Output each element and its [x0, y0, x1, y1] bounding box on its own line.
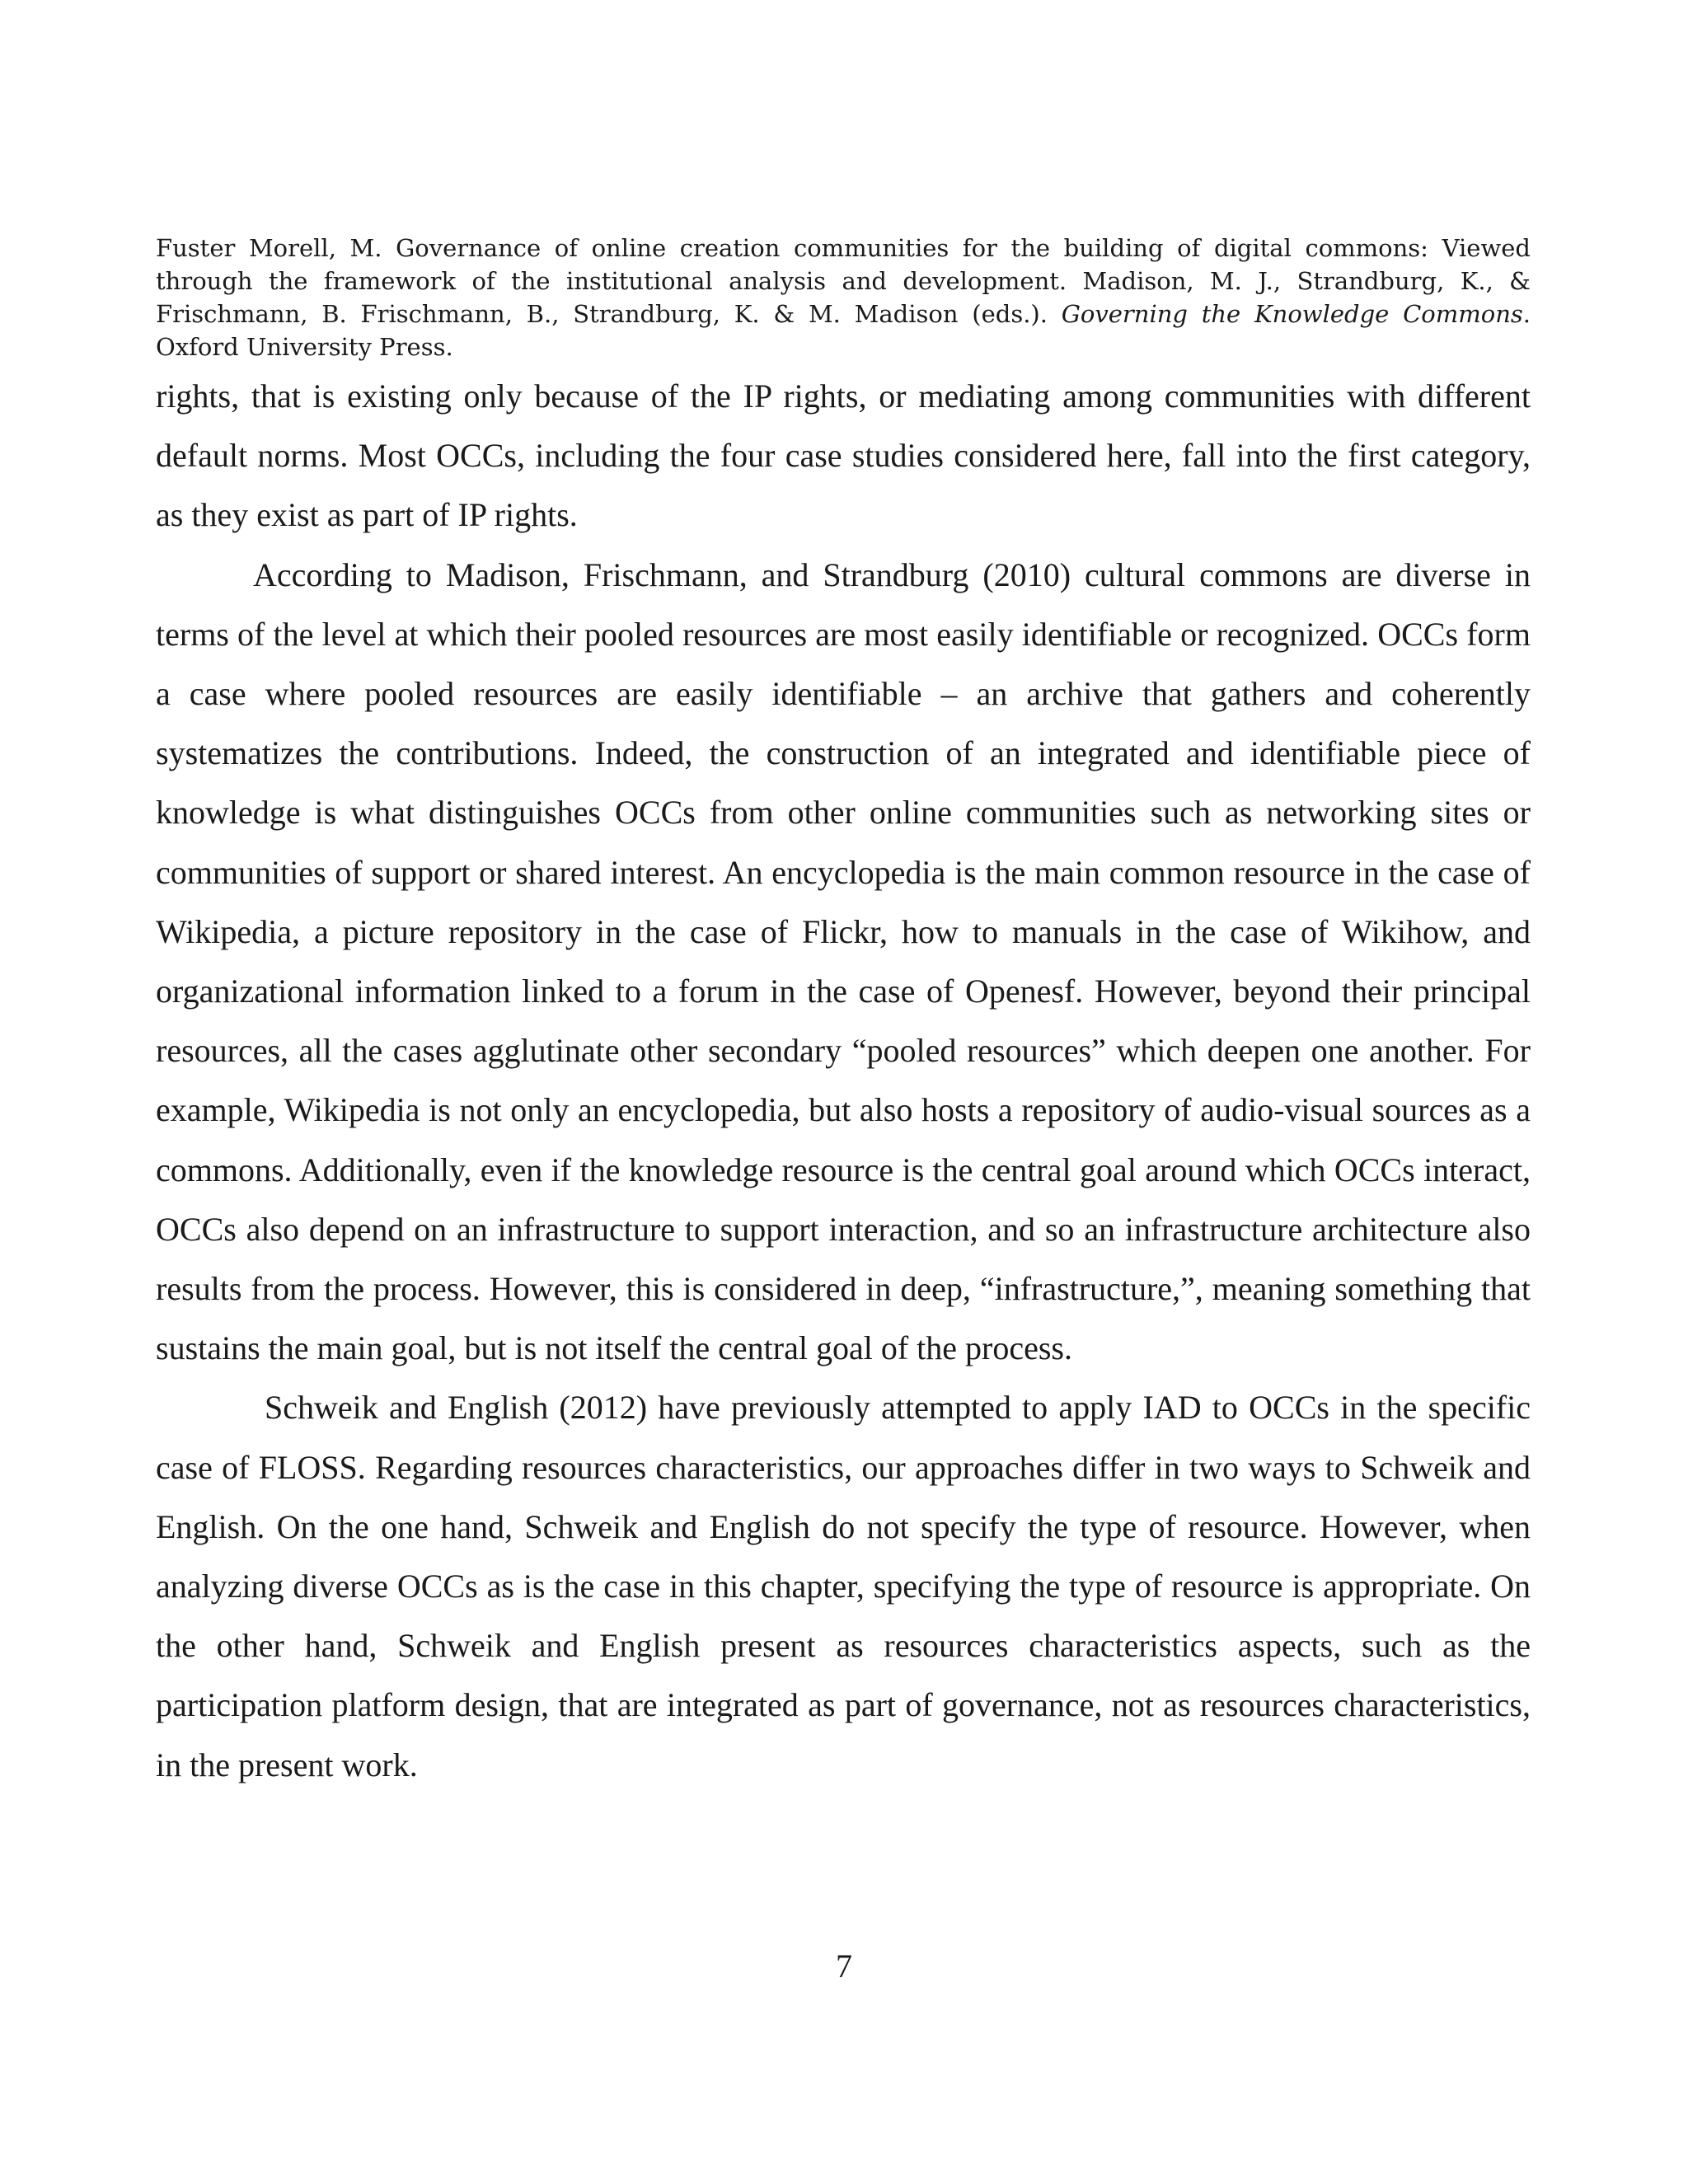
body-paragraph-3: Schweik and English (2012) have previously attempted to apply IAD to OCCs in the specific case of FLOSS. Regarding resources characteristics, our approaches differ in two ways to Schweik and English. On the one hand, Schweik and English do not specify the type of resource. However, when analyzing diverse OCCs as is the case in this chapter, specifying the type of resource is appropriate. On the other hand, Schweik and English present as resources characteristics aspects, such as the participation platform design, that are integrated as part of governance, not as resources characteristics, in the present work.	[156, 1389, 1531, 1783]
citation-prefix: Fuster Morell, M. Governance of online creation communities for the building of digital commons: Viewed through the framework of the institutional analysis and development. Madison, M. J., Strandburg, K., & Frischmann, B. Frischmann, B., Strandburg, K. & M. Madison (eds.).	[156, 234, 1531, 328]
citation-header	[156, 232, 1531, 363]
document-page	[156, 232, 1531, 1795]
citation-book-title: Governing the Knowledge Commons	[1061, 300, 1523, 328]
body-paragraph-1: rights, that is existing only because of the IP rights, or mediating among communities with different default norms. Most OCCs, including the four case studies considered here, fall into the first category, as they exist as part of IP rights.	[156, 377, 1531, 534]
body-paragraph-2: According to Madison, Frischmann, and Strandburg (2010) cultural commons are diverse in terms of the level at which their pooled resources are most easily identifiable or recognized. OCCs form a case where pooled resources are easily identifiable – an archive that gathers and coherently systematizes the contributions. Indeed, the construction of an integrated and identifiable piece of knowledge is what distinguishes OCCs from other online communities such as networking sites or communities of support or shared interest. An encyclopedia is the main common resource in the case of Wikipedia, a picture repository in the case of Flickr, how to manuals in the case of Wikihow, and organizational information linked to a forum in the case of Openesf. However, beyond their principal resources, all the cases agglutinate other secondary “pooled resources” which deepen one another. For example, Wikipedia is not only an encyclopedia, but also hosts a repository of audio-visual sources as a commons. Additionally, even if the knowledge resource is the central goal around which OCCs interact, OCCs also depend on an infrastructure to support interaction, and so an infrastructure architecture also results from the process. However, this is considered in deep, “infrastructure,”, meaning something that sustains the main goal, but is not itself the central goal of the process.	[156, 555, 1531, 1367]
page-number: 7	[836, 1947, 852, 1985]
citation-suffix: . Oxford University Press.	[156, 300, 1531, 361]
